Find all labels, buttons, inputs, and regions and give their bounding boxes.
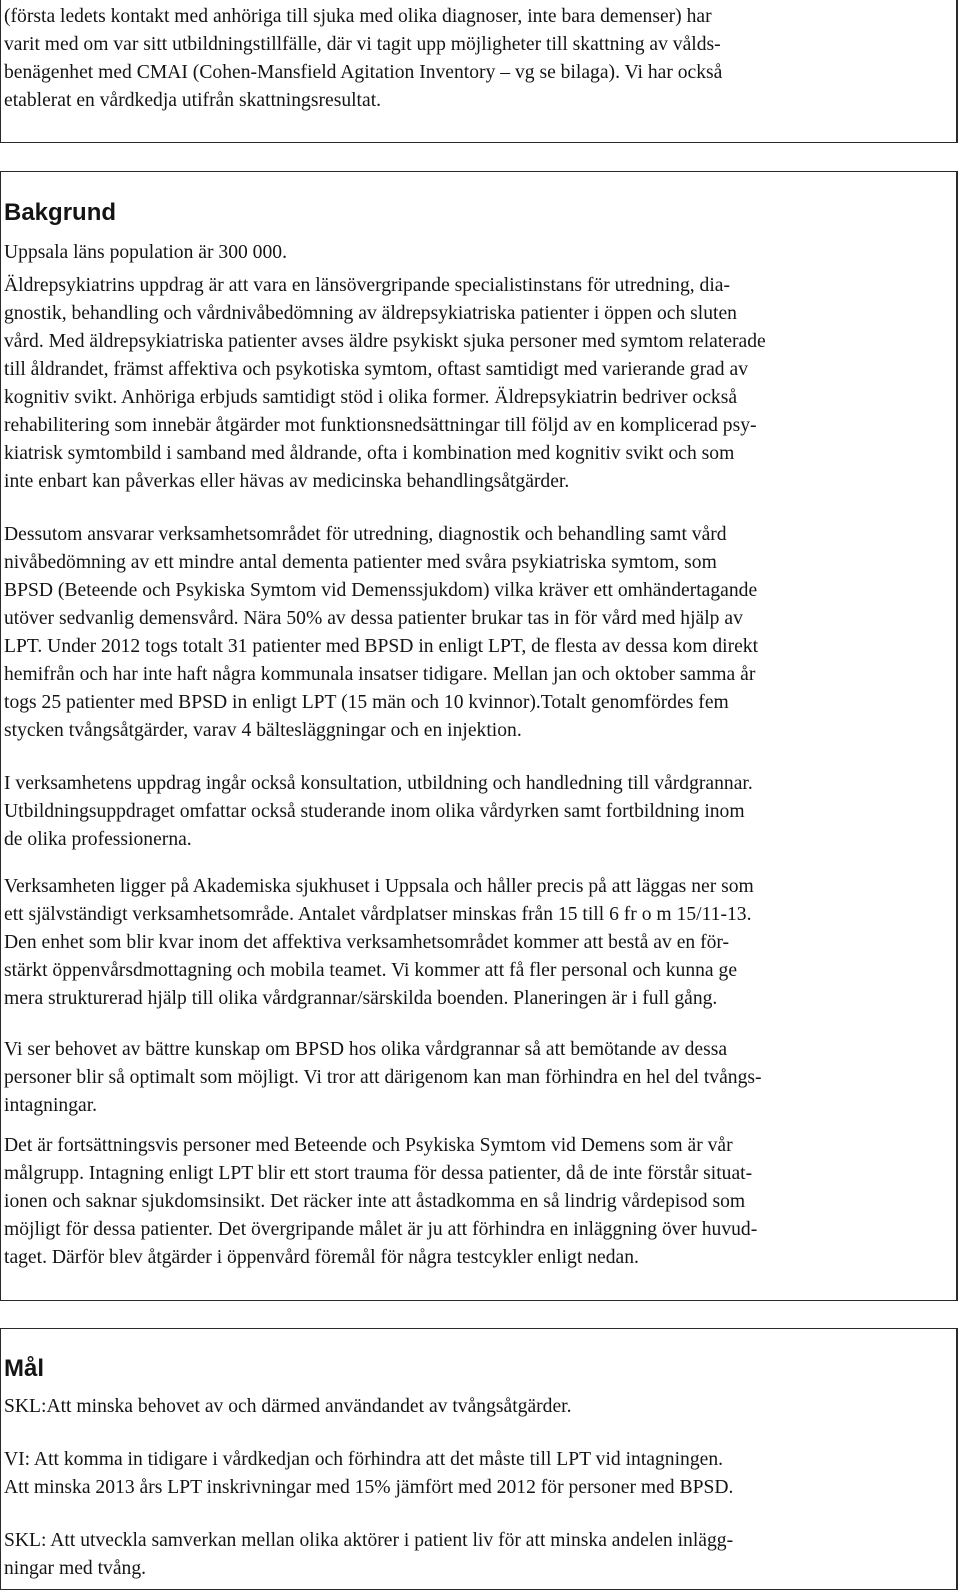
body-line: Utbildningsuppdraget omfattar också studerande inom olika vårdyrken samt fortbildning inom bbox=[4, 801, 745, 822]
intro-line: benägenhet med CMAI (Cohen-Mansfield Agitation Inventory – vg se bilaga). Vi har också bbox=[4, 62, 723, 83]
goal-line: SKL: Att utveckla samverkan mellan olika aktörer i patient liv för att minska andelen inlägg- bbox=[4, 1530, 734, 1551]
section-heading-bakgrund: Bakgrund bbox=[4, 199, 117, 226]
body-line: LPT. Under 2012 togs totalt 31 patienter med BPSD in enligt LPT, de flesta av dessa kom direkt bbox=[4, 636, 759, 657]
body-line: Den enhet som blir kvar inom det affektiva verksamhetsområdet kommer att bestå av en för- bbox=[4, 932, 730, 953]
intro-line: varit med om var sitt utbildningstillfälle, där vi tagit upp möjligheter till skattning av vålds- bbox=[4, 34, 721, 55]
body-line: kiatrisk symtombild i samband med åldrande, ofta i kombination med kognitiv svikt och som bbox=[4, 443, 735, 464]
goal-line: ningar med tvång. bbox=[4, 1558, 147, 1579]
body-line: utöver sedvanlig demensvård. Nära 50% av dessa patienter brukar tas in för vård med hjälp av bbox=[4, 608, 743, 629]
intro-line: (första ledets kontakt med anhöriga till sjuka med olika diagnoser, inte bara demenser) har bbox=[4, 6, 712, 27]
body-line: Det är fortsättningsvis personer med Beteende och Psykiska Symtom vid Demens som är vår bbox=[4, 1135, 733, 1156]
body-line: taget. Därför blev åtgärder i öppenvård föremål för några testcykler enligt nedan. bbox=[4, 1247, 639, 1268]
body-line: rehabilitering som innebär åtgärder mot funktionsnedsättningar till följd av en komplicerad psy- bbox=[4, 415, 757, 436]
body-line: målgrupp. Intagning enligt LPT blir ett stort trauma för dessa patienter, då de inte förstår situat- bbox=[4, 1163, 753, 1184]
body-line: vård. Med äldrepsykiatriska patienter avses äldre psykiskt sjuka personer med symtom relaterade bbox=[4, 331, 766, 352]
body-line: hemifrån och har inte haft några kommunala insatser tidigare. Mellan jan och oktober samma år bbox=[4, 664, 756, 685]
body-line: intagningar. bbox=[4, 1095, 98, 1116]
body-line: togs 25 patienter med BPSD in enligt LPT (15 män och 10 kvinnor).Totalt genomfördes fem bbox=[4, 692, 729, 713]
section-heading-mal: Mål bbox=[4, 1355, 45, 1382]
body-line: nivåbedömning av ett mindre antal dementa patienter med svåra psykiatriska symtom, som bbox=[4, 552, 717, 573]
body-line: BPSD (Beteende och Psykiska Symtom vid Demenssjukdom) vilka kräver ett omhändertagande bbox=[4, 580, 758, 601]
body-line: personer blir så optimalt som möjligt. Vi tror att därigenom kan man förhindra en hel del tvångs- bbox=[4, 1067, 762, 1088]
body-line: inte enbart kan påverkas eller hävas av medicinska behandlingsåtgärder. bbox=[4, 471, 570, 492]
body-line: stycken tvångsåtgärder, varav 4 bältesläggningar och en injektion. bbox=[4, 720, 522, 741]
body-line: ionen och saknar sjukdomsinsikt. Det räcker inte att åstadkomma en så lindrig vårdepisod som bbox=[4, 1191, 746, 1212]
body-line: Dessutom ansvarar verksamhetsområdet för utredning, diagnostik och behandling samt vård bbox=[4, 524, 727, 545]
body-line: Uppsala läns population är 300 000. bbox=[4, 242, 287, 263]
body-line: Äldrepsykiatrins uppdrag är att vara en länsövergripande specialistinstans för utredning, dia- bbox=[4, 275, 731, 296]
body-line: Verksamheten ligger på Akademiska sjukhuset i Uppsala och håller precis på att läggas ner som bbox=[4, 876, 754, 897]
goal-line: SKL:Att minska behovet av och därmed användandet av tvångsåtgärder. bbox=[4, 1396, 572, 1417]
body-line: ett självständigt verksamhetsområde. Antalet vårdplatser minskas från 15 till 6 fr o m 15/11-13. bbox=[4, 904, 752, 925]
body-line: Vi ser behovet av bättre kunskap om BPSD hos olika vårdgrannar så att bemötande av dessa bbox=[4, 1039, 728, 1060]
body-line: de olika professionerna. bbox=[4, 829, 192, 850]
body-line: mera strukturerad hjälp till olika vårdgrannar/särskilda boenden. Planeringen är i full gång. bbox=[4, 988, 718, 1009]
body-line: gnostik, behandling och vårdnivåbedömning av äldrepsykiatriska patienter i öppen och sluten bbox=[4, 303, 737, 324]
body-line: kognitiv svikt. Anhöriga erbjuds samtidigt stöd i olika former. Äldrepsykiatrin bedriver också bbox=[4, 387, 738, 408]
body-line: stärkt öppenvårsdmottagning och mobila teamet. Vi kommer att få fler personal och kunna ge bbox=[4, 960, 738, 981]
body-line: möjligt för dessa patienter. Det övergripande målet är ju att förhindra en inläggning över huvud- bbox=[4, 1219, 758, 1240]
goal-line: VI: Att komma in tidigare i vårdkedjan och förhindra att det måste till LPT vid intagningen. bbox=[4, 1449, 724, 1470]
body-line: I verksamhetens uppdrag ingår också konsultation, utbildning och handledning till vårdgrannar. bbox=[4, 773, 753, 794]
intro-line: etablerat en vårdkedja utifrån skattningsresultat. bbox=[4, 90, 382, 111]
body-line: till åldrandet, främst affektiva och psykotiska symtom, oftast samtidigt med varierande grad av bbox=[4, 359, 748, 380]
goal-line: Att minska 2013 års LPT inskrivningar med 15% jämfört med 2012 för personer med BPSD. bbox=[4, 1477, 734, 1498]
